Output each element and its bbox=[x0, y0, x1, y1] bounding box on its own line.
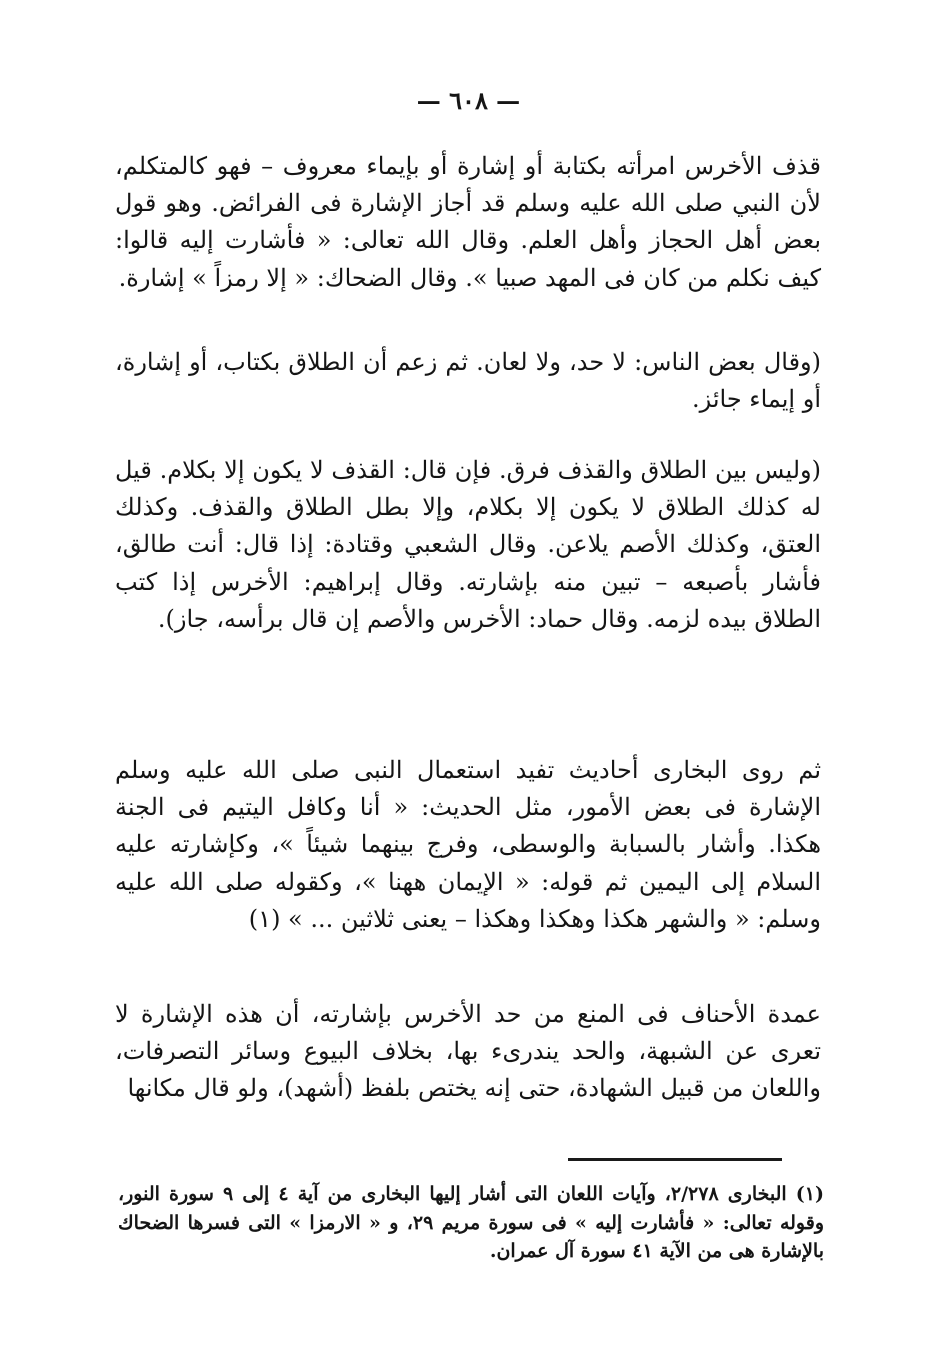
paragraph-text: (وليس بين الطلاق والقذف فرق. فإن قال: القذف لا يكون إلا بكلام. قيل له كذلك الطلاق لا يكون إلا بكلام، وإلا بطل الطلاق والقذف. وكذلك العتق، وكذلك الأصم يلاعن. وقال الشعبي وقتادة: إذا قال: أنت طالق، فأشار بأصبعه – تبين منه بإشارته. وقال إبراهيم: الأخرس إذا كتب الطلاق بيده لزمه. وقال حماد: الأخرس والأصم إن قال برأسه، جاز). bbox=[115, 456, 821, 633]
footnote-divider bbox=[568, 1158, 782, 1161]
paragraph-3 bbox=[115, 452, 821, 638]
paragraph-text: ثم روى البخارى أحاديث تفيد استعمال النبى صلى الله عليه وسلم الإشارة فى بعض الأمور، مثل الحديث: « أنا وكافل اليتيم فى الجنة هكذا. وأشار بالسبابة والوسطى، وفرج بينهما شيئاً »، وكإشارته عليه السلام إلى اليمين ثم قوله: « الإيمان ههنا »، وكقوله صلى الله عليه وسلم: « والشهر هكذا وهكذا وهكذا – يعنى ثلاثين ... » (١) bbox=[115, 756, 821, 933]
footnote-text: (١) البخارى ٢/٢٧٨، وآيات اللعان التى أشار إليها البخارى من آية ٤ إلى ٩ سورة النور، وقوله تعالى: « فأشارت إليه » فى سورة مريم ٢٩، و « الارمزا » التى فسرها الضحاك بالإشارة هى من الآية ٤١ سورة آل عمران. bbox=[118, 1183, 825, 1262]
paragraph-text: قذف الأخرس امرأته بكتابة أو إشارة أو بإيماء معروف – فهو كالمتكلم، لأن النبي صلى الله عليه وسلم قد أجاز الإشارة فى الفرائض. وهو قول بعض أهل الحجاز وأهل العلم. وقال الله تعالى: « فأشارت إليه قالوا: كيف نكلم من كان فى المهد صبيا ». وقال الضحاك: « إلا رمزاً » إشارة. bbox=[115, 152, 821, 292]
paragraph-text: عمدة الأحناف فى المنع من حد الأخرس بإشارته، أن هذه الإشارة لا تعرى عن الشبهة، والحد يندرىء بها، بخلاف البيوع وسائر التصرفات، واللعان من قبيل الشهادة، حتى إنه يختص بلفظ (أشهد)، ولو قال مكانها bbox=[115, 1000, 822, 1103]
page-number: — ٦٠٨ — bbox=[416, 86, 521, 115]
paragraph-4 bbox=[115, 752, 821, 938]
paragraph-2 bbox=[115, 344, 821, 418]
footnote bbox=[118, 1180, 824, 1266]
paragraph-text: (وقال بعض الناس: لا حد، ولا لعان. ثم زعم أن الطلاق بكتاب، أو إشارة، أو إيماء جائز. bbox=[115, 348, 821, 414]
paragraph-5 bbox=[115, 996, 821, 1108]
paragraph-1 bbox=[115, 148, 821, 297]
